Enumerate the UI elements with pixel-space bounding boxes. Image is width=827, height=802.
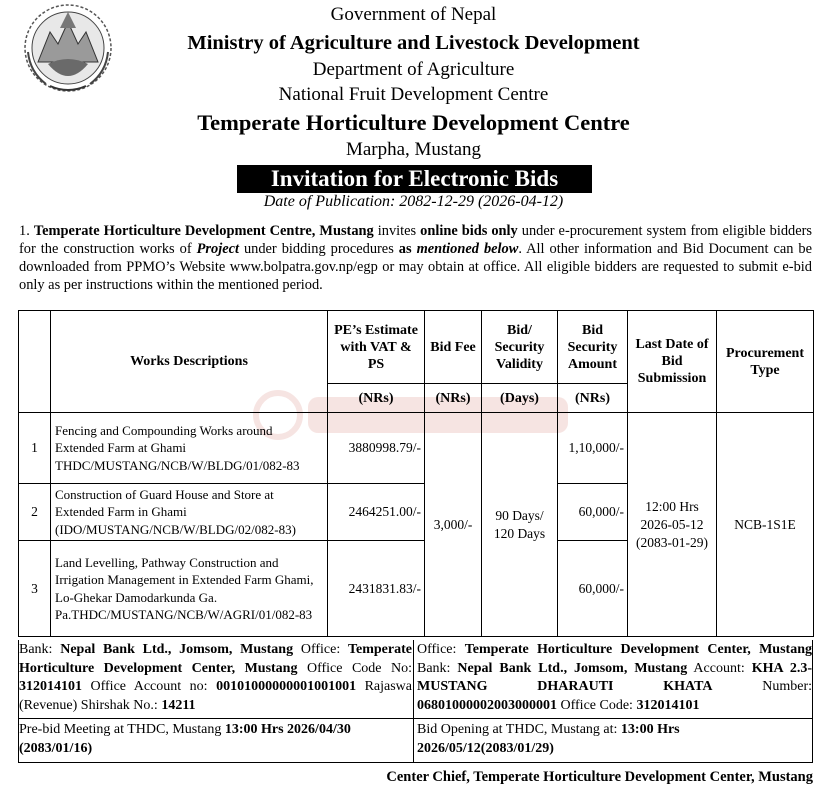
- header-bid-fee: Bid Fee: [425, 311, 482, 384]
- bid-opening: Bid Opening at THDC, Mustang at: 13:00 Hrs 2026/05/12(2083/01/29): [417, 722, 680, 756]
- header-sn: [19, 311, 51, 413]
- frame-bottom: [18, 762, 813, 763]
- ministry-name: Ministry of Agriculture and Livestock Development: [187, 32, 640, 54]
- row-description: Land Levelling, Pathway Construction and Irrigation Management in Extended Farm Ghami, Lo-Ghekar Damodarkunda Ga. Pa.THDC/MUSTANG/NCB/W/AGRI/01/082-83: [51, 541, 328, 637]
- row-estimate: 2464251.00/-: [328, 484, 425, 541]
- table-row: [19, 413, 814, 484]
- last-date-value: 12:00 Hrs 2026-05-12 (2083-01-29): [628, 413, 717, 637]
- bid-fee-value: 3,000/-: [425, 413, 482, 637]
- header-security: Bid Security Amount: [558, 311, 628, 384]
- unit-security: (NRs): [558, 384, 628, 413]
- bank-details-right: Office: Temperate Horticulture Development Center, Mustang Bank: Nepal Bank Ltd., Jomsom, Mustang Account: KHA 2.3- MUSTANG DHARAUTI KHATA Number: 06801000002003000001 Office Code: 312014101: [417, 642, 813, 713]
- row-estimate: 3880998.79/-: [328, 413, 425, 484]
- prebid-meeting: Pre-bid Meeting at THDC, Mustang 13:00 Hrs 2026/04/30 (2083/01/16): [19, 722, 351, 756]
- header-last-date: Last Date of Bid Submission: [628, 311, 717, 413]
- frame-divider: [413, 640, 414, 762]
- centre-name: National Fruit Development Centre: [278, 84, 549, 105]
- row-sn: 2: [19, 484, 51, 541]
- validity-value: 90 Days/ 120 Days: [482, 413, 558, 637]
- unit-bid-fee: (NRs): [425, 384, 482, 413]
- frame-row-divider: [18, 718, 813, 719]
- header-validity: Bid/ Security Validity: [482, 311, 558, 384]
- header-procurement: Procurement Type: [717, 311, 814, 413]
- header-works: Works Descriptions: [51, 311, 328, 413]
- bank-details-left: Bank: Nepal Bank Ltd., Jomsom, Mustang Office: Temperate Horticulture Development Center, Mustang Office Code No: 312014101 Office Account no: 00101000000001001001 Rajaswa (Revenue) Shirshak No.: 14211: [19, 642, 412, 713]
- notice-title: Invitation for Electronic Bids: [237, 165, 592, 193]
- office-name: Temperate Horticulture Development Centre: [197, 110, 630, 135]
- row-sn: 3: [19, 541, 51, 637]
- row-sn: 1: [19, 413, 51, 484]
- row-estimate: 2431831.83/-: [328, 541, 425, 637]
- signature-line: Center Chief, Temperate Horticulture Development Center, Mustang: [386, 769, 813, 785]
- department-name: Department of Agriculture: [312, 59, 515, 80]
- unit-estimate: (NRs): [328, 384, 425, 413]
- row-security: 1,10,000/-: [558, 413, 628, 484]
- procurement-value: NCB-1S1E: [717, 413, 814, 637]
- row-description: Construction of Guard House and Store at Extended Farm in Ghami (IDO/MUSTANG/NCB/W/BLDG/02/082-83): [51, 484, 328, 541]
- frame-right: [812, 640, 813, 762]
- bids-table: [18, 310, 814, 637]
- intro-paragraph: 1. Temperate Horticulture Development Centre, Mustang invites online bids only under e-procurement system from eligible bidders for the construction works of Project under bidding procedures as mentioned below. All other information and Bid Document can be downloaded from PPMO’s Website www.bolpatra.gov.np/egp or may obtain at office. All eligible bidders are requested to submit e-bid only as per instructions within the mentioned period.: [19, 223, 812, 293]
- row-security: 60,000/-: [558, 484, 628, 541]
- office-location: Marpha, Mustang: [345, 139, 482, 160]
- government-name: Government of Nepal: [330, 4, 497, 25]
- unit-validity: (Days): [482, 384, 558, 413]
- header-estimate: PE’s Estimate with VAT & PS: [328, 311, 425, 384]
- row-description: Fencing and Compounding Works around Extended Farm at Ghami THDC/MUSTANG/NCB/W/BLDG/01/082-83: [51, 413, 328, 484]
- row-security: 60,000/-: [558, 541, 628, 637]
- publication-date: Date of Publication: 2082-12-29 (2026-04-12): [263, 193, 564, 210]
